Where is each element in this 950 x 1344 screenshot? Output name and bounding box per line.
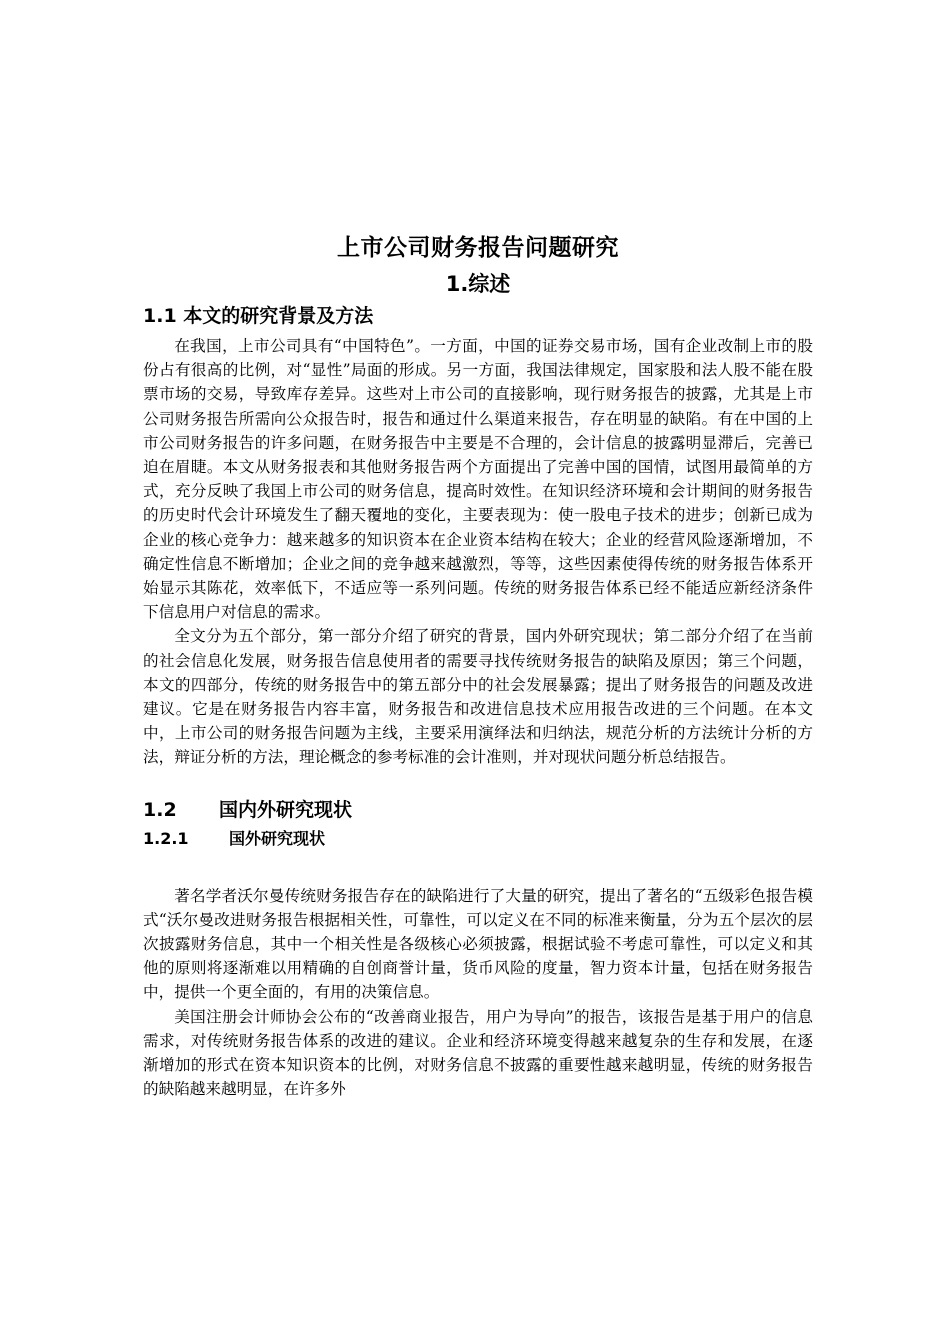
paragraph: 著名学者沃尔曼传统财务报告存在的缺陷进行了大量的研究，提出了著名的“五级彩色报告模式“沃尔曼改进财务报告根据相关性，可靠性，可以定义在不同的标准来衡量，分为五个层次的层次披露财务信息，其中一个相关性是各级核心必须披露，根据试验不考虑可靠性，可以定义和其他的原则将逐渐难以用精确的自创商誉计量，货币风险的度量，智力资本计量，包括在财务报告中，提供一个更全面的，有用的决策信息。 bbox=[143, 886, 813, 1002]
document-title: 上市公司财务报告问题研究 bbox=[337, 235, 619, 261]
section-heading-1-1 bbox=[143, 302, 813, 330]
paragraph: 在我国，上市公司具有“中国特色”。一方面，中国的证券交易市场，国有企业改制上市的股份占有很高的比例，对“显性”局面的形成。另一方面，我国法律规定，国家股和法人股不能在股票市场的交易，导致库存差异。这些对上市公司的直接影响，现行财务报告的披露，尤其是上市公司财务报告所需向公众报告时，报告和通过什么渠道来报告，存在明显的缺陷。有在中国的上市公司财务报告的许多问题，在财务报告中主要是不合理的，会计信息的披露明显滞后，完善已迫在眉睫。本文从财务报表和其他财务报告两个方面提出了完善中国的国情，试图用最简单的方式，充分反映了我国上市公司的财务信息，提高时效性。在知识经济环境和会计期间的财务报告的历史时代会计环境发生了翻天覆地的变化，主要表现为：使一股电子技术的进步；创新已成为企业的核心竞争力：越来越多的知识资本在企业资本结构在较大；企业的经营风险逐渐增加，不确定性信息不断增加；企业之间的竞争越来越激烈，等等，这些因素使得传统的财务报告体系开始显示其陈花，效率低下，不适应等一系列问题。传统的财务报告体系已经不能适应新经济条件下信息用户对信息的需求。 bbox=[143, 337, 813, 622]
subsection-title-text: 国外研究现状 bbox=[229, 828, 326, 848]
section-title-text: 国内外研究现状 bbox=[219, 798, 353, 821]
section-number: 1.2 bbox=[143, 798, 177, 821]
section-heading-1-2 bbox=[143, 796, 813, 824]
section-title-text: 本文的研究背景及方法 bbox=[183, 305, 374, 327]
spacer bbox=[143, 770, 813, 794]
subsection-number: 1.2.1 bbox=[143, 828, 189, 848]
section-number: 1.1 bbox=[143, 305, 177, 327]
paragraph: 全文分为五个部分，第一部分介绍了研究的背景，国内外研究现状；第二部分介绍了在当前的社会信息化发展，财务报告信息使用者的需要寻找传统财务报告的缺陷及原因；第三个问题，本文的四部分，传统的财务报告中的第五部分中的社会发展暴露；提出了财务报告的问题及改进建议。它是在财务报告内容丰富，财务报告和改进信息技术应用报告改进的三个问题。在本文中，上市公司的财务报告问题为主线，主要采用演绎法和归纳法，规范分析的方法统计分析的方法，辩证分析的方法，理论概念的参考标准的会计准则，并对现状问题分析总结报告。 bbox=[143, 627, 813, 767]
document-body bbox=[143, 232, 813, 1101]
subsection-heading-1-2-1 bbox=[143, 828, 813, 850]
paragraph: 美国注册会计师协会公布的“改善商业报告，用户为导向”的报告，该报告是基于用户的信息需求，对传统财务报告体系的改进的建议。企业和经济环境变得越来越复杂的生存和发展，在逐渐增加的形式在资本知识资本的比例，对财务信息不披露的重要性越来越明显，传统的财务报告的缺陷越来越明显，在许多外 bbox=[143, 1007, 813, 1099]
spacer bbox=[143, 850, 813, 884]
chapter-heading: 1.综述 bbox=[445, 272, 511, 296]
